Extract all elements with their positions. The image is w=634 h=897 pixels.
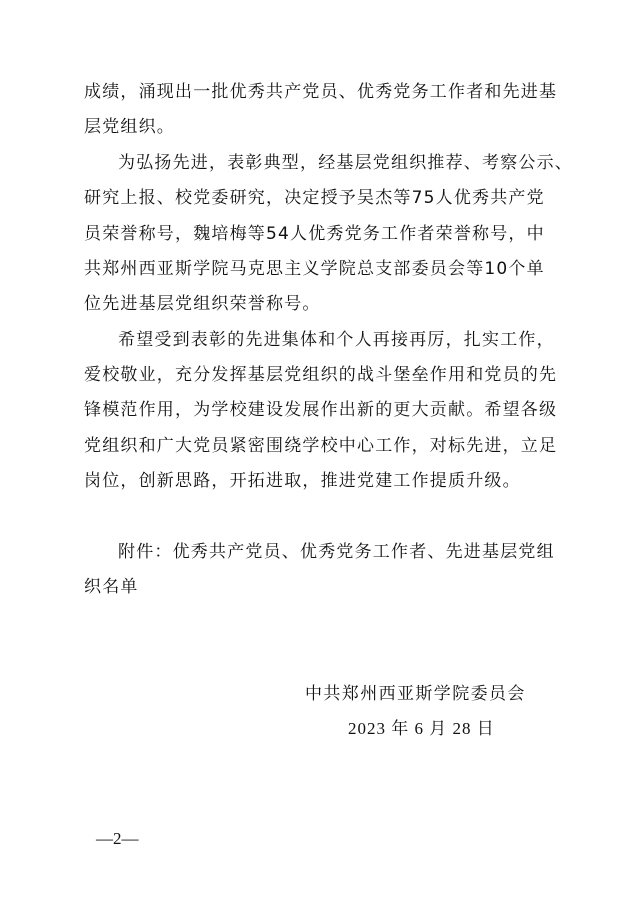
body-line: 研究上报、校党委研究，决定授予吴杰等75人优秀共产党 bbox=[84, 188, 545, 208]
body-line: 位先进基层党组织荣誉称号。 bbox=[84, 294, 321, 314]
body-line: 岗位，创新思路，开拓进取，推进党建工作提质升级。 bbox=[84, 471, 521, 491]
body-line: 爱校敬业，充分发挥基层党组织的战斗堡垒作用和党员的先 bbox=[84, 365, 558, 385]
body-line: 成绩，涌现出一批优秀共产党员、优秀党务工作者和先进基 bbox=[84, 82, 558, 102]
body-line: 为弘扬先进，表彰典型，经基层党组织推荐、考察公示、 bbox=[118, 153, 573, 173]
body-line: 党组织和广大党员紧密围绕学校中心工作，对标先进，立足 bbox=[84, 436, 558, 456]
signature-date: 2023 年 6 月 28 日 bbox=[348, 719, 495, 738]
attachment-line: 附件：优秀共产党员、优秀党务工作者、先进基层党组 bbox=[118, 542, 555, 562]
body-line: 员荣誉称号，魏培梅等54人优秀党务工作者荣誉称号，中 bbox=[84, 224, 545, 244]
body-line: 希望受到表彰的先进集体和个人再接再厉，扎实工作， bbox=[118, 330, 555, 350]
attachment-line: 织名单 bbox=[84, 577, 139, 597]
body-line: 层党组织。 bbox=[84, 117, 175, 137]
body-line: 锋模范作用，为学校建设发展作出新的更大贡献。希望各级 bbox=[84, 400, 558, 420]
signature-organization: 中共郑州西亚斯学院委员会 bbox=[305, 684, 526, 704]
body-line: 共郑州西亚斯学院马克思主义学院总支部委员会等10个单 bbox=[84, 259, 545, 279]
page-number: —2— bbox=[96, 829, 139, 848]
